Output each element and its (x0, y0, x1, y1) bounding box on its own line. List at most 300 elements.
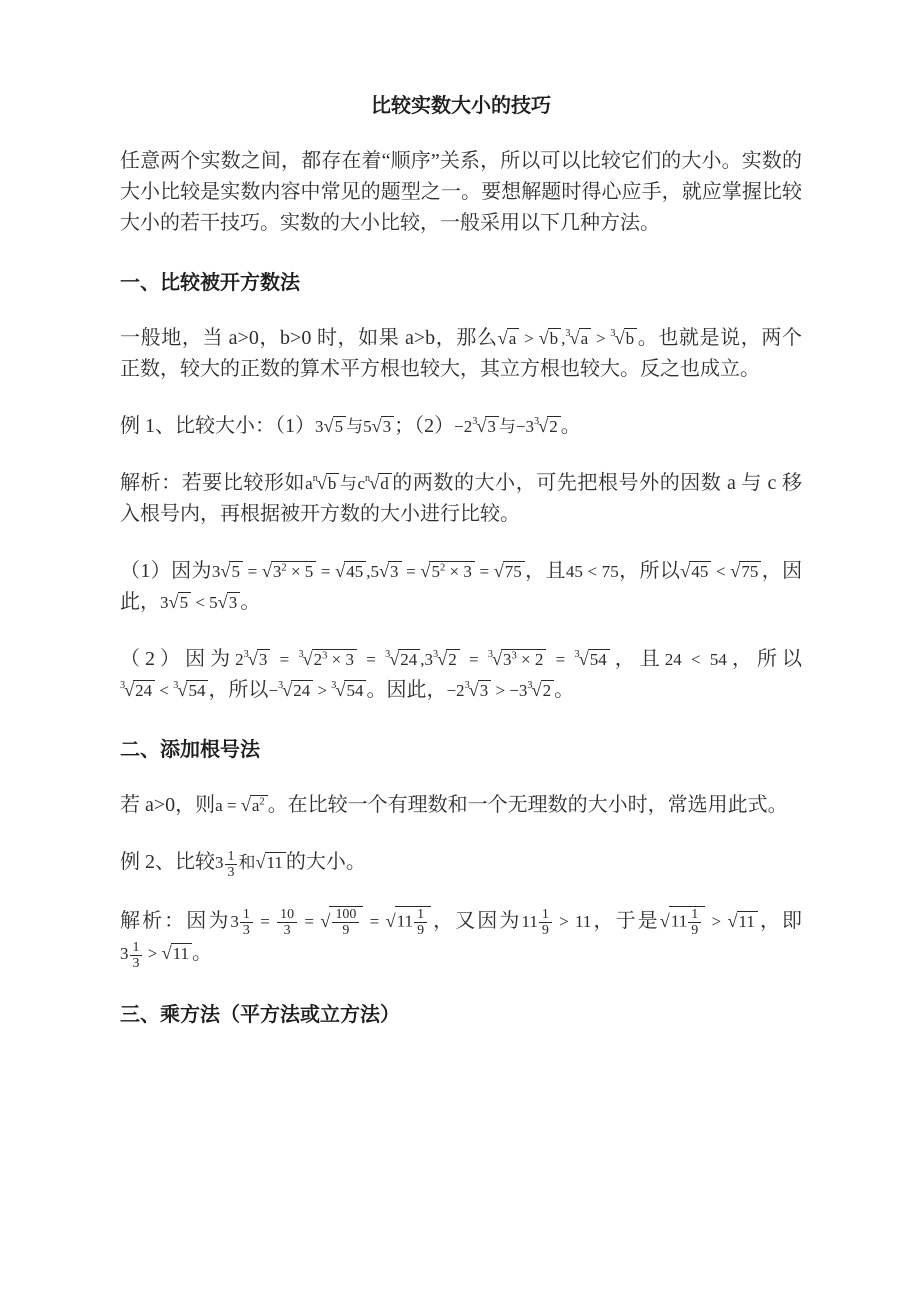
radical-sign-icon: √ (371, 416, 382, 436)
radical-sign-icon: √ (730, 561, 741, 581)
root-index: 3 (574, 649, 580, 661)
radical (220, 562, 243, 581)
radical (498, 329, 520, 348)
math-text: 2 (448, 650, 457, 669)
radical-sign-icon: √ (255, 852, 266, 872)
math-text: 3 (211, 562, 221, 581)
math-text: 与c (339, 474, 366, 493)
math-text: 3 (390, 562, 399, 581)
text-run: ，且 (524, 560, 566, 582)
example-2-analysis (120, 906, 802, 971)
radical-sign-icon: √ (680, 561, 691, 581)
radical (173, 681, 208, 700)
radicand (326, 473, 340, 493)
math-formula (315, 417, 394, 436)
radical (218, 593, 241, 612)
radicand (689, 561, 711, 581)
radical-sign-icon: √ (378, 561, 390, 581)
numerator: 1 (691, 907, 699, 923)
radical (255, 853, 285, 872)
math-text: < (711, 562, 731, 581)
radical-sign-icon: √ (538, 328, 549, 348)
math-text: 11 (266, 853, 283, 872)
radical (278, 681, 313, 700)
radical (465, 681, 492, 700)
math-text: × 5 (286, 562, 314, 581)
text-run: ，所以 (726, 648, 802, 670)
fraction (688, 907, 701, 938)
root-index: 3 (527, 680, 533, 692)
math-text: 54 (188, 681, 206, 700)
denominator: 9 (414, 922, 427, 938)
radicand (478, 680, 492, 700)
radical (262, 562, 316, 581)
math-text: 5 (179, 593, 189, 612)
radical (379, 562, 402, 581)
superscript: 2 (259, 796, 265, 808)
math-text: 3 (315, 417, 324, 436)
radical (730, 562, 761, 581)
radicand (133, 680, 155, 700)
math-text: 3 (503, 650, 512, 669)
denominator: 3 (277, 922, 297, 938)
math-formula (230, 907, 431, 939)
math-text: × 2 (516, 650, 544, 669)
radical (120, 681, 155, 700)
radicand (446, 649, 460, 669)
text-run: 的两数的大小，可先把根号外的因数 a 与 c 移入根号内，再根据被开方数的大小进行比较。 (120, 472, 803, 525)
math-text: 和 (238, 853, 256, 872)
radicand (737, 911, 758, 931)
radical-sign-icon: √ (261, 561, 272, 581)
math-text: b (549, 329, 559, 348)
radical-sign-icon: √ (168, 592, 179, 612)
radical (565, 329, 591, 348)
solution-1 (120, 556, 802, 618)
radicand (588, 649, 610, 669)
math-text: a (508, 329, 517, 348)
radicand (624, 328, 638, 348)
math-text: 3 (228, 593, 238, 612)
math-formula (446, 681, 554, 700)
root-index: 3 (298, 649, 304, 661)
math-text: −2 (454, 417, 473, 436)
math-text: 与−3 (498, 417, 535, 436)
radicand (229, 561, 243, 581)
radicand (395, 906, 431, 938)
numerator: 100 (335, 907, 357, 923)
math-formula (498, 329, 637, 348)
radical (539, 329, 562, 348)
math-text: 3 (160, 593, 169, 612)
radicand (329, 906, 363, 938)
text-run: 例 1、比较大小：（1） (120, 415, 315, 437)
radical (472, 417, 499, 436)
math-text: 75 (504, 562, 522, 581)
text-run: 任意两个实数之间，都存在着“顺序”关系，所以可以比较它们的大小。实数的大小比较是实数内容中常见的题型之一。要想解题时得心应手，就应掌握比较大小的若干技巧。实数的大小比较，一般采用以下几种方法。 (120, 150, 802, 234)
math-text: b (327, 474, 337, 493)
fraction (225, 849, 238, 880)
superscript: 2 (281, 562, 287, 574)
math-text: a (251, 796, 260, 815)
math-text: = (474, 562, 494, 581)
numerator: 1 (132, 940, 140, 956)
root-index: 3 (610, 328, 616, 340)
math-text: 2 (235, 650, 244, 669)
math-text: 45 (691, 562, 709, 581)
math-text: = (401, 562, 421, 581)
fraction (414, 907, 427, 938)
root-index: 3 (487, 649, 493, 661)
text-run: ，即 (757, 909, 803, 932)
radical (169, 593, 192, 612)
math-text: = (270, 650, 299, 669)
math-formula (120, 681, 208, 700)
root-index: 3 (464, 680, 470, 692)
math-formula (659, 907, 758, 939)
math-text: 24 (135, 681, 153, 700)
text-run: ，所以 (208, 679, 269, 701)
math-text: ,3 (420, 650, 434, 669)
radical-sign-icon: √ (614, 328, 625, 348)
math-text: 24 < 54 (664, 650, 727, 669)
math-formula (160, 593, 240, 612)
fraction (277, 907, 297, 938)
math-text: 3 (215, 853, 224, 872)
radical-sign-icon: √ (282, 680, 293, 700)
math-text: = (356, 650, 386, 669)
fraction (130, 940, 143, 971)
math-text: > (591, 329, 611, 348)
math-text: = (546, 650, 575, 669)
math-text: a (580, 329, 589, 348)
radicand (250, 795, 268, 815)
text-run: 解析：若要比较形如 (120, 472, 306, 494)
radicand (178, 592, 192, 612)
section-1-heading: 一、比较被开方数法 (120, 272, 300, 294)
text-run: 。在比较一个有理数和一个无理数的大小时，常选用此式。 (267, 794, 788, 816)
radical-sign-icon: √ (437, 649, 448, 669)
text-run: 。 (240, 591, 261, 613)
radical (241, 796, 268, 815)
radicand (503, 561, 525, 581)
math-text: 3 (230, 911, 239, 931)
radical (331, 681, 366, 700)
radical-sign-icon: √ (727, 910, 738, 931)
math-text: ,5 (366, 562, 379, 581)
radical (365, 474, 392, 493)
text-run: 。因此， (366, 679, 447, 701)
math-text: = (459, 650, 488, 669)
radicand (388, 561, 402, 581)
math-text: = (363, 911, 386, 931)
math-text: < 5 (191, 593, 218, 612)
math-text: 3 (487, 417, 496, 436)
text-run: （2）因为 (120, 648, 236, 670)
radical (313, 474, 340, 493)
radicand (547, 416, 561, 436)
text-run: （1）因为 (120, 560, 212, 582)
text-run: ，因此， (120, 560, 803, 613)
radical-sign-icon: √ (497, 328, 508, 348)
math-formula (305, 474, 392, 493)
text-run: 一般地，当 a>0，b>0 时，如果 a>b，那么 (120, 327, 498, 349)
math-text: 45 (346, 562, 364, 581)
math-text: , (561, 329, 566, 348)
section-1-intro (120, 323, 802, 385)
example-1 (120, 411, 802, 442)
radical (494, 562, 525, 581)
denominator: 9 (539, 922, 552, 938)
radical-sign-icon: √ (302, 649, 313, 669)
radical (420, 562, 474, 581)
radical (680, 562, 711, 581)
math-text: 与5 (346, 417, 372, 436)
root-index: 3 (565, 328, 571, 340)
superscript: 2 (439, 562, 446, 574)
radical (488, 650, 547, 669)
fraction (332, 907, 359, 938)
math-text: 11 (396, 911, 414, 931)
radical-sign-icon: √ (247, 649, 258, 669)
math-text: > (143, 944, 162, 964)
math-text: d (380, 474, 389, 493)
denominator: 9 (688, 922, 701, 938)
radicand (265, 852, 286, 872)
radical (298, 650, 357, 669)
radical-sign-icon: √ (468, 680, 479, 700)
superscript: 3 (511, 650, 517, 662)
section-3-heading: 三、乘方法（平方法或立方法） (120, 1004, 400, 1027)
root-index: 3 (433, 649, 439, 661)
root-index: 3 (120, 680, 126, 692)
math-text: 2 (549, 417, 558, 436)
math-formula (454, 417, 561, 436)
radical-sign-icon: √ (335, 680, 346, 700)
radical (534, 417, 561, 436)
text-run: 。 (560, 415, 581, 437)
radical (335, 562, 366, 581)
radical-sign-icon: √ (493, 561, 504, 581)
math-formula (215, 848, 286, 880)
text-run: ，又因为 (431, 909, 522, 932)
radical (659, 907, 705, 939)
radical (433, 650, 460, 669)
math-formula (212, 562, 525, 581)
math-formula (120, 940, 192, 972)
radicand (171, 943, 192, 963)
section-2-intro (120, 790, 802, 821)
numerator: 1 (227, 848, 235, 864)
radical (575, 650, 610, 669)
math-text: 2 (313, 650, 323, 669)
radicand (485, 416, 499, 436)
radical-sign-icon: √ (323, 416, 334, 436)
math-text: 3 (258, 650, 268, 669)
math-text: < (155, 681, 174, 700)
radicand (507, 328, 520, 348)
math-text: 11 (172, 944, 190, 964)
radicand (381, 416, 395, 436)
root-index: 3 (534, 416, 540, 428)
denominator: 9 (332, 922, 359, 938)
fraction (539, 907, 552, 938)
fraction (240, 907, 253, 938)
denominator: 3 (225, 864, 238, 880)
document-title: 比较实数大小的技巧 (371, 95, 551, 117)
math-formula (521, 907, 592, 939)
radicand (378, 473, 392, 493)
math-text: 5 (231, 562, 240, 581)
math-text: > (705, 911, 728, 931)
radicand (344, 561, 366, 581)
math-text: 11 (670, 911, 688, 931)
radicand (312, 649, 357, 669)
example-1-analysis (120, 468, 802, 530)
math-text: 24 (293, 681, 311, 700)
math-text: > −3 (491, 681, 528, 700)
root-index: 3 (173, 680, 179, 692)
math-text: −2 (446, 681, 465, 700)
radicand (669, 906, 705, 938)
section-2-heading: 二、添加根号法 (120, 739, 260, 761)
radical (610, 329, 637, 348)
radical-sign-icon: √ (124, 680, 135, 700)
radical-sign-icon: √ (538, 416, 549, 436)
radicand (541, 680, 555, 700)
superscript: 3 (322, 650, 328, 662)
intro-paragraph (120, 146, 802, 239)
radical-sign-icon: √ (240, 795, 251, 815)
math-formula (215, 796, 268, 815)
radical-sign-icon: √ (578, 649, 589, 669)
math-text: 45 < 75 (565, 562, 619, 581)
radical (385, 650, 420, 669)
radicand (548, 328, 562, 348)
math-text: × 3 (445, 562, 472, 581)
math-text: > (313, 681, 332, 700)
numerator: 1 (541, 907, 549, 923)
math-text: 11 (521, 911, 538, 931)
math-text: 2 (542, 681, 552, 700)
radical (320, 907, 363, 939)
radical-sign-icon: √ (217, 592, 228, 612)
text-run: ，所以 (618, 560, 681, 582)
math-text: = (253, 911, 277, 931)
text-run: 。 (192, 942, 213, 965)
example-2 (120, 847, 802, 880)
text-run: 解析：因为 (120, 909, 231, 932)
math-text: 11 (738, 911, 755, 931)
radical-sign-icon: √ (389, 649, 400, 669)
radical-sign-icon: √ (569, 328, 580, 348)
math-text: 54 (589, 650, 607, 669)
math-text: a (305, 474, 313, 493)
math-formula (268, 681, 366, 700)
radical (527, 681, 554, 700)
numerator: 1 (242, 907, 250, 923)
text-run: 若 a>0，则 (120, 794, 216, 816)
radical-sign-icon: √ (420, 561, 431, 581)
radicand (227, 592, 241, 612)
radicand (429, 561, 474, 581)
text-run: 。 (554, 679, 575, 701)
radical (324, 417, 347, 436)
root-index: 3 (385, 649, 391, 661)
radical-sign-icon: √ (369, 473, 380, 493)
math-text: > 11 (552, 911, 592, 931)
root-index: n (312, 473, 318, 485)
radicand (271, 561, 316, 581)
radicand (739, 561, 761, 581)
radical-sign-icon: √ (177, 680, 188, 700)
math-text: = (242, 562, 262, 581)
math-text: 54 (346, 681, 364, 700)
root-index: 3 (278, 680, 284, 692)
denominator: 3 (240, 922, 253, 938)
text-run: 。也就是说，两个正数，较大的正数的算术平方根也较大，其立方根也较大。反之也成立。 (120, 327, 802, 380)
math-text: = (316, 562, 336, 581)
text-run: 例 2、比较 (120, 851, 215, 873)
math-formula (235, 650, 610, 669)
radical (162, 944, 192, 963)
radical-sign-icon: √ (320, 910, 331, 931)
radical (385, 907, 431, 939)
radical-sign-icon: √ (161, 943, 172, 964)
document-body (120, 146, 802, 1029)
denominator: 3 (130, 955, 143, 971)
radical-sign-icon: √ (316, 473, 327, 493)
radicand (501, 649, 546, 669)
radicand (291, 680, 313, 700)
radical (372, 417, 395, 436)
radicand (333, 416, 347, 436)
radical-sign-icon: √ (531, 680, 542, 700)
root-index: 3 (243, 649, 249, 661)
math-text: 3 (479, 681, 489, 700)
text-run: ；（2） (394, 415, 455, 437)
radicand (579, 328, 592, 348)
math-text: 24 (400, 650, 418, 669)
radical-sign-icon: √ (476, 416, 487, 436)
radicand (344, 680, 366, 700)
radical-sign-icon: √ (335, 561, 346, 581)
math-text: × 3 (327, 650, 354, 669)
solution-2 (120, 644, 802, 706)
root-index: n (365, 473, 371, 485)
math-text: 5 (334, 417, 344, 436)
radical-sign-icon: √ (220, 561, 231, 581)
radicand (186, 680, 208, 700)
math-text: b (625, 329, 635, 348)
math-text: 3 (272, 562, 282, 581)
math-formula (680, 562, 761, 581)
math-text: 5 (431, 562, 440, 581)
math-text: 3 (382, 417, 392, 436)
text-run: 的大小。 (285, 851, 366, 873)
math-text: − (268, 681, 279, 700)
numerator: 1 (417, 907, 425, 923)
math-formula (566, 562, 619, 581)
radicand (398, 649, 420, 669)
numerator: 10 (280, 907, 295, 923)
radical-sign-icon: √ (659, 910, 670, 931)
math-text: 3 (120, 944, 129, 964)
radical (244, 650, 271, 669)
math-formula (665, 650, 727, 669)
radicand (257, 649, 271, 669)
text-run: ，且 (609, 648, 665, 670)
